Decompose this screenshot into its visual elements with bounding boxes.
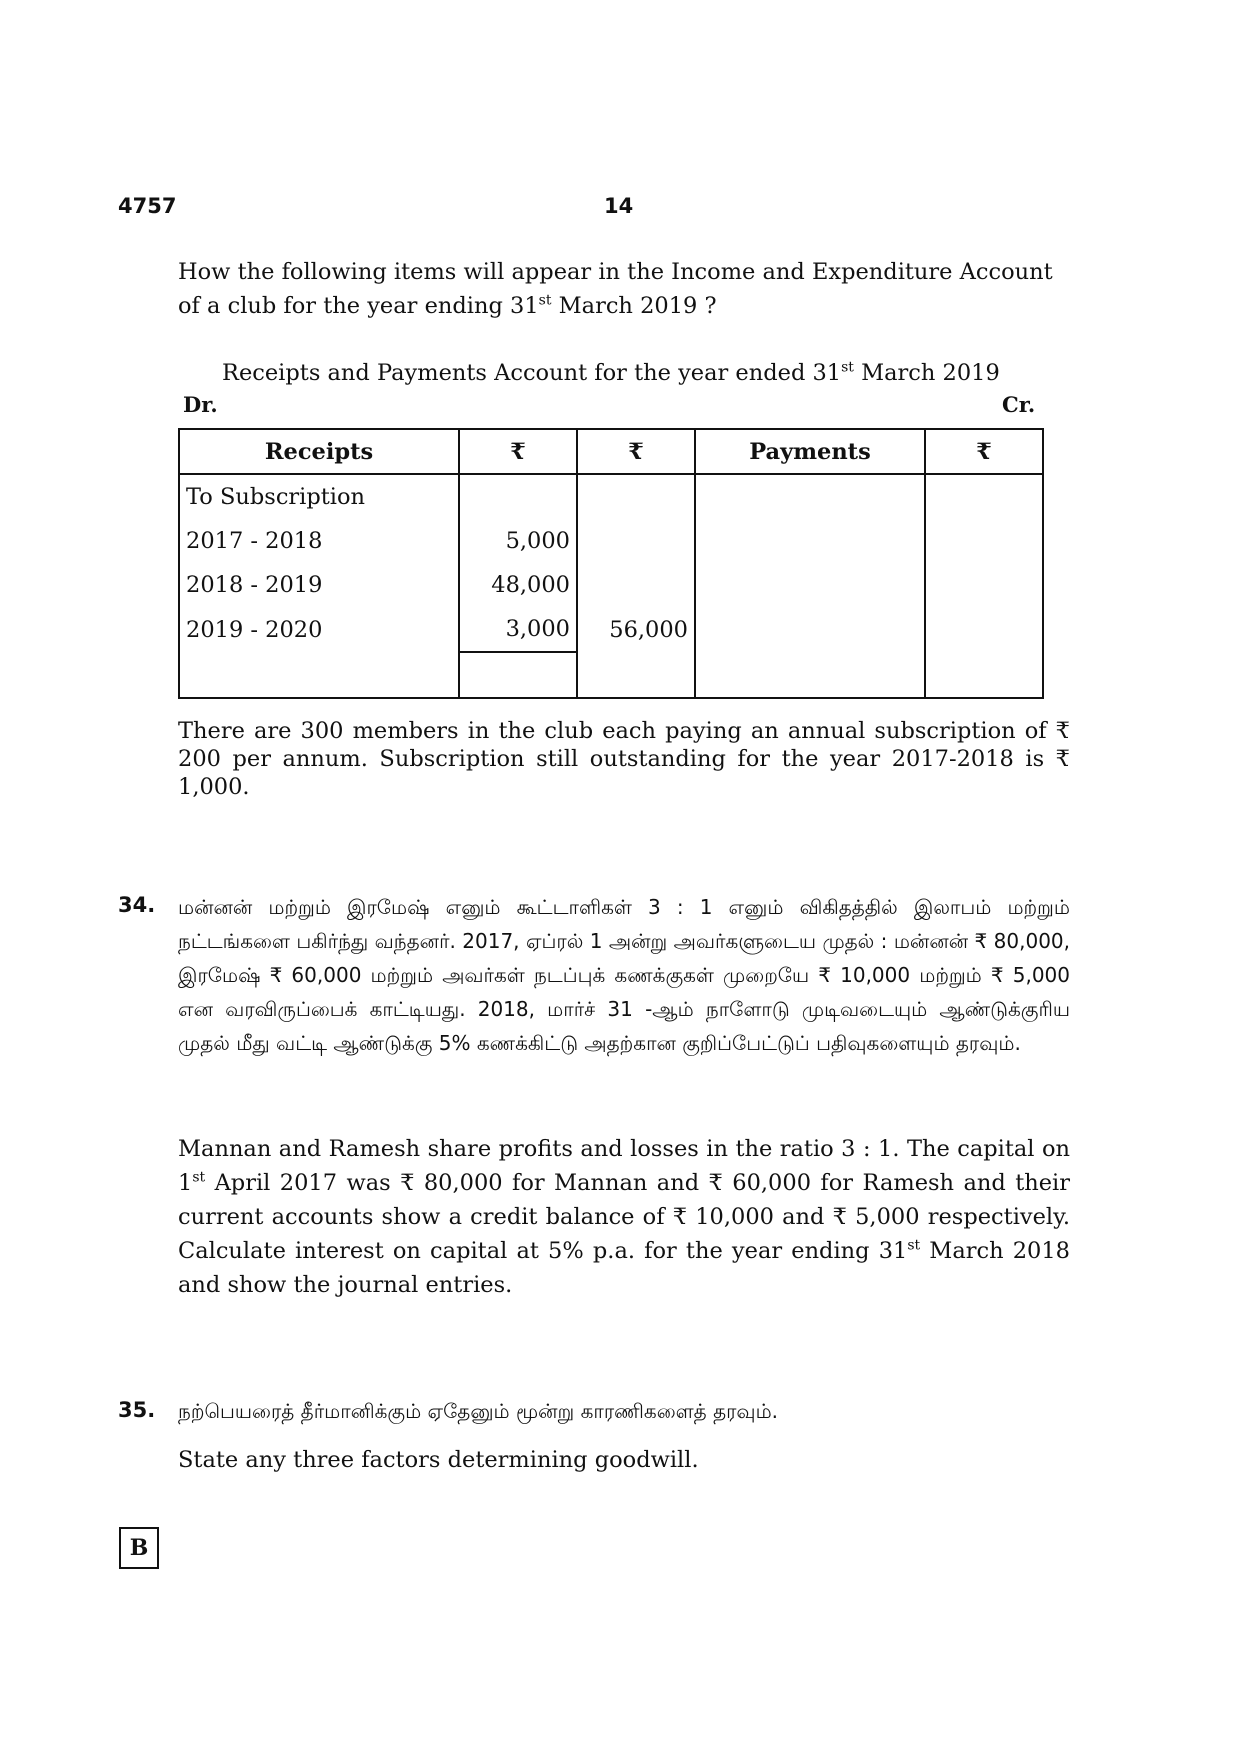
- question-34-number: 34.: [118, 893, 156, 917]
- intro-sup: st: [538, 292, 552, 309]
- version-box: B: [119, 1527, 159, 1569]
- table-cell: 56,000: [577, 607, 695, 652]
- q34-text-b: April 2017 was ₹ 80,000 for Mannan and ₹ 60,000 for Ramesh and their current accounts show a credit balance of ₹ 10,000 and ₹ 5,000 respectively. Calculate interest on capital at 5% p.a. for the year ending 31: [178, 1170, 1070, 1264]
- caption-sup: st: [841, 359, 854, 376]
- question-35-english: State any three factors determining goodwill.: [178, 1447, 699, 1473]
- table-cell: [459, 652, 577, 698]
- header-rupee-3: ₹: [925, 429, 1043, 474]
- table-cell: 2019 - 2020: [179, 607, 459, 652]
- q34-text-c: March 2018 and show the journal entries.: [178, 1238, 1070, 1298]
- table-cell: [925, 652, 1043, 698]
- members-note: There are 300 members in the club each paying an annual subscription of ₹ 200 per annum. Subscription still outstanding for the year 2017-2018 is ₹ 1,000.: [178, 718, 1070, 800]
- table-cell: [577, 474, 695, 519]
- page-number: 14: [604, 194, 634, 218]
- table-cell: [925, 607, 1043, 652]
- header-receipts: Receipts: [179, 429, 459, 474]
- table-cell: [459, 474, 577, 519]
- table-cell: [925, 519, 1043, 563]
- table-cell: [695, 563, 925, 607]
- table-row: [179, 474, 1043, 519]
- question-34-english: [178, 1132, 1070, 1302]
- caption-pre: Receipts and Payments Account for the year ended 31: [222, 360, 842, 386]
- header-rupee-2: ₹: [577, 429, 695, 474]
- table-cell: [695, 652, 925, 698]
- table-cell: [925, 563, 1043, 607]
- table-cell: 3,000: [459, 607, 577, 652]
- intro-line-2-pre: of a club for the year ending 31: [178, 293, 539, 319]
- table-cell: [577, 563, 695, 607]
- table-row: [179, 607, 1043, 652]
- table-cell: [925, 474, 1043, 519]
- question-35-number: 35.: [118, 1398, 156, 1422]
- caption-post: March 2019: [853, 360, 1000, 386]
- q34-sup-1: st: [192, 1169, 206, 1186]
- page-code: 4757: [118, 194, 177, 218]
- q34-sup-2: st: [907, 1237, 921, 1254]
- credit-label: Cr.: [1002, 392, 1036, 417]
- header-rupee-1: ₹: [459, 429, 577, 474]
- table-cell: [695, 474, 925, 519]
- q34-text-a: Mannan and Ramesh share profits and losses in the ratio 3 : 1. The capital on 1: [178, 1136, 1070, 1196]
- table-cell: [179, 652, 459, 698]
- table-row: [179, 652, 1043, 698]
- table-cell: [577, 652, 695, 698]
- debit-label: Dr.: [183, 392, 218, 417]
- table-cell: 48,000: [459, 563, 577, 607]
- table-cell: [695, 519, 925, 563]
- question-34-tamil: மன்னன் மற்றும் இரமேஷ் எனும் கூட்டாளிகள் 3 : 1 எனும் விகிதத்தில் இலாபம் மற்றும் நட்டங்களை பகிர்ந்து வந்தனர். 2017, ஏப்ரல் 1 அன்று அவர்களுடைய முதல் : மன்னன் ₹ 80,000, இரமேஷ் ₹ 60,000 மற்றும் அவர்கள் நடப்புக் கணக்குகள் முறையே ₹ 10,000 மற்றும் ₹ 5,000 என வரவிருப்பைக் காட்டியது. 2018, மார்ச் 31 -ஆம் நாளோடு முடிவடையும் ஆண்டுக்குரிய முதல் மீது வட்டி ஆண்டுக்கு 5% கணக்கிட்டு அதற்கான குறிப்பேட்டுப் பதிவுகளையும் தரவும்.: [178, 895, 1070, 1055]
- receipts-payments-table: [178, 428, 1044, 699]
- table-row: [179, 519, 1043, 563]
- table-header-row: [179, 429, 1043, 474]
- header-payments: Payments: [695, 429, 925, 474]
- table-cell: 5,000: [459, 519, 577, 563]
- table-cell: 2017 - 2018: [179, 519, 459, 563]
- table-row: [179, 563, 1043, 607]
- table-cell: 2018 - 2019: [179, 563, 459, 607]
- table-cell: To Subscription: [179, 474, 459, 519]
- intro-line-2-post: March 2019 ?: [551, 293, 717, 319]
- table-cell: [695, 607, 925, 652]
- table-cell: [577, 519, 695, 563]
- question-35-tamil: நற்பெயரைத் தீர்மானிக்கும் ஏதேனும் மூன்று காரணிகளைத் தரவும்.: [178, 1399, 779, 1423]
- intro-line-1: How the following items will appear in the Income and Expenditure Account: [178, 259, 1053, 285]
- intro-question: [178, 255, 1070, 323]
- table-caption: [222, 360, 1000, 386]
